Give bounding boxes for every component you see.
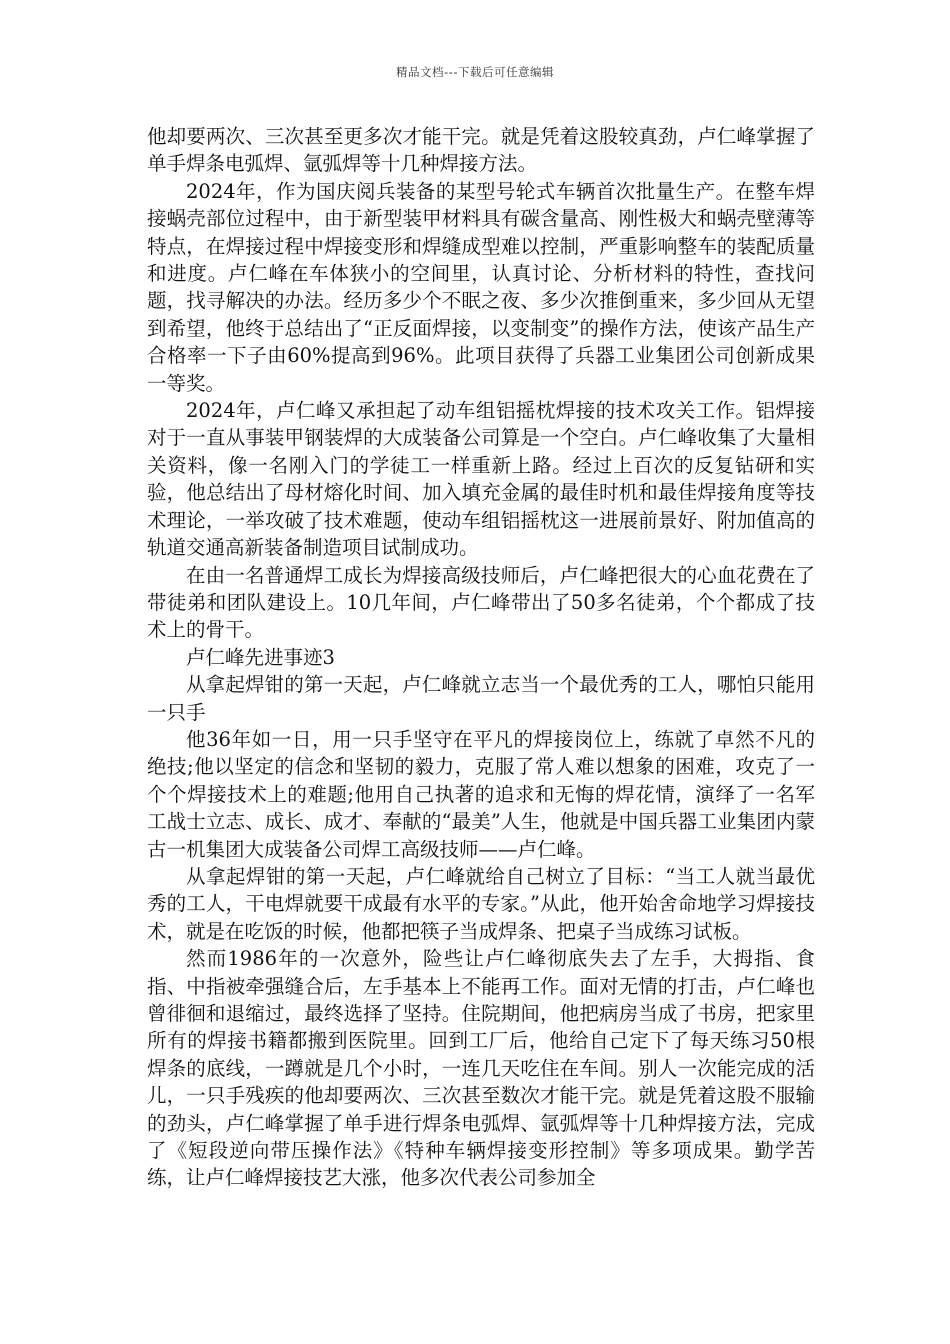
paragraph: 然而1986年的一次意外，险些让卢仁峰彻底失去了左手，大拇指、食指、中指被牵强缝合后，左手基本上不能再工作。面对无情的打击，卢仁峰也曾徘徊和退缩过，最终选择了坚持。住院期间，他把病房当成了书房，把家里所有的焊接书籍都搬到医院里。回到工厂后，他给自己定下了每天练习50根焊条的底线，一蹲就是几个小时，一连几天吃住在车间。别人一次能完成的活儿，一只手残疾的他却要两次、三次甚至数次才能干完。就是凭着这股不服输的劲头，卢仁峰掌握了单手进行焊条电弧焊、氩弧焊等十几种焊接方法，完成了《短段逆向带压操作法》《特种车辆焊接变形控制》等多项成果。勤学苦练，让卢仁峰焊接技艺大涨，他多次代表公司参加全 — [147, 947, 815, 1190]
paragraph: 从拿起焊钳的第一天起，卢仁峰就给自己树立了目标：“当工人就当最优秀的工人，干电焊就要干成最有水平的专家。”从此，他开始舍命地学习焊接技术，就是在吃饭的时候，他都把筷子当成焊条、把桌子当成练习试板。 — [147, 864, 815, 943]
paragraph: 他36年如一日，用一只手坚守在平凡的焊接岗位上，练就了卓然不凡的绝技;他以坚定的信念和坚韧的毅力，克服了常人难以想象的困难，攻克了一个个焊接技术上的难题;他用自己执著的追求和无悔的焊花情，演绎了一名军工战士立志、成长、成才、奉献的“最美”人生，他就是中国兵器工业集团内蒙古一机集团大成装备公司焊工高级技师——卢仁峰。 — [147, 727, 815, 861]
paragraph: 在由一名普通焊工成长为焊接高级技师后，卢仁峰把很大的心血花费在了带徒弟和团队建设上。10几年间，卢仁峰带出了50多名徒弟，个个都成了技术上的骨干。 — [147, 563, 815, 642]
paragraph: 他却要两次、三次甚至更多次才能干完。就是凭着这股较真劲，卢仁峰掌握了单手焊条电弧焊、氩弧焊等十几种焊接方法。 — [147, 125, 815, 176]
page-header: 精品文档---下载后可任意编辑 — [396, 65, 554, 79]
document-body — [147, 123, 815, 1192]
paragraph: 2024年，卢仁峰又承担起了动车组铝摇枕焊接的技术攻关工作。铝焊接对于一直从事装甲钢装焊的大成装备公司算是一个空白。卢仁峰收集了大量相关资料，像一名刚入门的学徒工一样重新上路。经过上百次的反复钻研和实验，他总结出了母材熔化时间、加入填充金属的最佳时机和最佳焊接角度等技术理论，一举攻破了技术难题，使动车组铝摇枕这一进展前景好、附加值高的轨道交通高新装备制造项目试制成功。 — [147, 399, 815, 560]
section-heading: 卢仁峰先进事迹3 — [186, 645, 335, 669]
paragraph: 2024年，作为国庆阅兵装备的某型号轮式车辆首次批量生产。在整车焊接蜗壳部位过程中，由于新型装甲材料具有碳含量高、刚性极大和蜗壳壁薄等特点，在焊接过程中焊接变形和焊缝成型难以控制，严重影响整车的装配质量和进度。卢仁峰在车体狭小的空间里，认真讨论、分析材料的特性，查找问题，找寻解决的办法。经历多少个不眠之夜、多少次推倒重来，多少回从无望到希望，他终于总结出了“正反面焊接，以变制变”的操作方法，使该产品生产合格率一下子由60%提高到96%。此项目获得了兵器工业集团公司创新成果一等奖。 — [147, 179, 815, 395]
paragraph: 从拿起焊钳的第一天起，卢仁峰就立志当一个最优秀的工人，哪怕只能用一只手 — [147, 673, 815, 724]
